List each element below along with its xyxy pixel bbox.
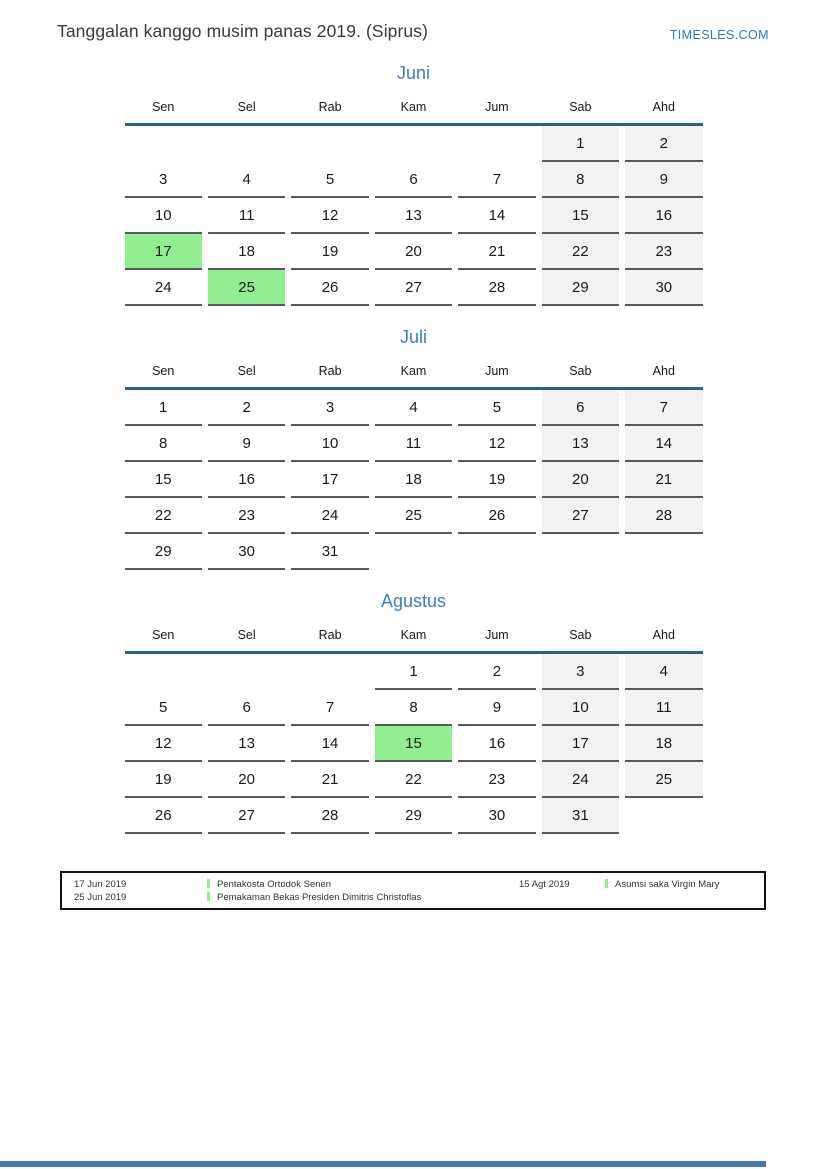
weekday-header: Rab [318,364,342,378]
day-cell: 17 [291,462,368,498]
day-cell: 21 [458,234,535,270]
month-juli [0,327,827,570]
holiday-day-cell: 25 [208,270,285,306]
day-cell: 7 [458,162,535,198]
empty-cell [458,534,535,570]
week-row [125,162,703,198]
legend-label: Pemakaman Bekas Presiden Dimitris Christofias [217,891,422,903]
holiday-marker-icon [207,892,210,901]
day-cell: 12 [458,426,535,462]
day-cell: 7 [291,690,368,726]
day-cell: 31 [542,798,619,834]
empty-cell [375,534,452,570]
day-cell: 23 [208,498,285,534]
day-cell: 8 [375,690,452,726]
day-cell: 17 [542,726,619,762]
day-cell: 16 [625,198,702,234]
weekday-header: Sel [237,364,256,378]
weekday-header: Kam [400,364,427,378]
week-row [125,762,703,798]
weekday-header-row [125,357,703,390]
empty-cell [291,126,368,162]
day-cell: 10 [542,690,619,726]
day-cell: 8 [125,426,202,462]
day-cell: 3 [291,390,368,426]
day-cell: 4 [208,162,285,198]
day-cell: 23 [458,762,535,798]
day-cell: 13 [542,426,619,462]
page-title: Tanggalan kanggo musim panas 2019. (Siprus) [57,21,429,41]
legend-date: 15 Agt 2019 [519,879,570,890]
day-cell: 9 [208,426,285,462]
day-cell: 12 [125,726,202,762]
day-cell: 2 [208,390,285,426]
weekday-header-row [125,93,703,126]
brand-link[interactable]: TIMESLES.COM [669,28,769,42]
empty-cell [542,534,619,570]
day-cell: 12 [291,198,368,234]
week-row [125,534,703,570]
legend-label: Asumsi saka Virgin Mary [615,879,720,890]
day-cell: 2 [458,654,535,690]
empty-cell [625,798,702,834]
legend-entry [207,892,421,905]
weekday-header: Sel [237,628,256,642]
day-cell: 5 [291,162,368,198]
weekday-header: Rab [318,100,342,114]
weekday-header: Sen [152,364,175,378]
day-cell: 28 [625,498,702,534]
weekday-header: Rab [318,628,342,642]
day-cell: 10 [291,426,368,462]
weekday-header: Ahd [652,364,675,378]
empty-cell [625,534,702,570]
legend-label: Pentakosta Ortodok Senen [217,879,332,890]
legend-box [60,871,766,910]
weekday-header-row [125,621,703,654]
empty-cell [125,126,202,162]
day-cell: 5 [458,390,535,426]
day-cell: 6 [375,162,452,198]
day-cell: 23 [625,234,702,270]
weekday-header: Jum [485,364,509,378]
day-cell: 19 [458,462,535,498]
day-cell: 30 [208,534,285,570]
day-cell: 29 [542,270,619,306]
day-cell: 13 [208,726,285,762]
day-cell: 26 [125,798,202,834]
footer-accent-bar [0,1161,766,1167]
day-cell: 30 [625,270,702,306]
day-cell: 18 [625,726,702,762]
day-cell: 22 [542,234,619,270]
weekday-header: Sab [569,628,592,642]
week-row [125,690,703,726]
legend-entry [207,879,421,892]
week-row [125,390,703,426]
week-row [125,126,703,162]
week-row [125,726,703,762]
week-row [125,270,703,306]
day-cell: 30 [458,798,535,834]
weekday-header: Kam [400,100,427,114]
months-container [0,63,827,834]
day-cell: 4 [625,654,702,690]
month-grid [125,621,703,834]
day-cell: 1 [125,390,202,426]
empty-cell [458,126,535,162]
legend-entry [605,879,719,892]
day-cell: 22 [375,762,452,798]
day-cell: 18 [375,462,452,498]
day-cell: 6 [542,390,619,426]
week-row [125,798,703,834]
day-cell: 14 [291,726,368,762]
empty-cell [375,126,452,162]
day-cell: 5 [125,690,202,726]
weekday-header: Sel [237,100,256,114]
day-cell: 24 [125,270,202,306]
legend-date: 25 Jun 2019 [74,891,127,903]
weekday-header: Sen [152,100,175,114]
day-cell: 2 [625,126,702,162]
day-cell: 26 [458,498,535,534]
day-cell: 1 [542,126,619,162]
holiday-day-cell: 15 [375,726,452,762]
day-cell: 7 [625,390,702,426]
day-cell: 11 [375,426,452,462]
weekday-header: Sab [569,100,592,114]
weekday-header: Sen [152,628,175,642]
page-header [0,0,827,42]
weekday-header: Sab [569,364,592,378]
day-cell: 11 [208,198,285,234]
month-title: Agustus [380,591,447,611]
day-cell: 14 [625,426,702,462]
empty-cell [125,654,202,690]
day-cell: 20 [375,234,452,270]
day-cell: 21 [291,762,368,798]
legend-date: 17 Jun 2019 [74,879,127,890]
week-row [125,426,703,462]
day-cell: 31 [291,534,368,570]
week-row [125,234,703,270]
holiday-marker-icon [605,879,608,888]
day-cell: 26 [291,270,368,306]
day-cell: 27 [208,798,285,834]
day-cell: 14 [458,198,535,234]
day-cell: 9 [625,162,702,198]
week-row [125,462,703,498]
day-cell: 4 [375,390,452,426]
month-grid [125,357,703,570]
empty-cell [208,126,285,162]
week-row [125,198,703,234]
day-cell: 28 [458,270,535,306]
day-cell: 15 [542,198,619,234]
weekday-header: Ahd [652,628,675,642]
day-cell: 13 [375,198,452,234]
day-cell: 19 [291,234,368,270]
day-cell: 3 [542,654,619,690]
day-cell: 11 [625,690,702,726]
day-cell: 15 [125,462,202,498]
day-cell: 16 [208,462,285,498]
day-cell: 22 [125,498,202,534]
day-cell: 1 [375,654,452,690]
legend-labels-column [207,879,421,904]
month-title: Juli [399,327,427,347]
day-cell: 20 [208,762,285,798]
day-cell: 3 [125,162,202,198]
day-cell: 29 [125,534,202,570]
month-juni [0,63,827,306]
empty-cell [208,654,285,690]
week-row [125,654,703,690]
weekday-header: Ahd [652,100,675,114]
day-cell: 20 [542,462,619,498]
month-agustus [0,591,827,834]
empty-cell [291,654,368,690]
day-cell: 16 [458,726,535,762]
day-cell: 18 [208,234,285,270]
weekday-header: Jum [485,100,509,114]
legend-dates-column [74,879,126,904]
day-cell: 21 [625,462,702,498]
day-cell: 6 [208,690,285,726]
holiday-day-cell: 17 [125,234,202,270]
holiday-marker-icon [207,879,210,888]
day-cell: 24 [542,762,619,798]
day-cell: 8 [542,162,619,198]
day-cell: 28 [291,798,368,834]
month-grid [125,93,703,306]
day-cell: 27 [375,270,452,306]
day-cell: 10 [125,198,202,234]
day-cell: 27 [542,498,619,534]
weekday-header: Jum [485,628,509,642]
day-cell: 19 [125,762,202,798]
weekday-header: Kam [400,628,427,642]
day-cell: 24 [291,498,368,534]
week-row [125,498,703,534]
day-cell: 25 [625,762,702,798]
day-cell: 9 [458,690,535,726]
month-title: Juni [396,63,431,83]
day-cell: 25 [375,498,452,534]
day-cell: 29 [375,798,452,834]
